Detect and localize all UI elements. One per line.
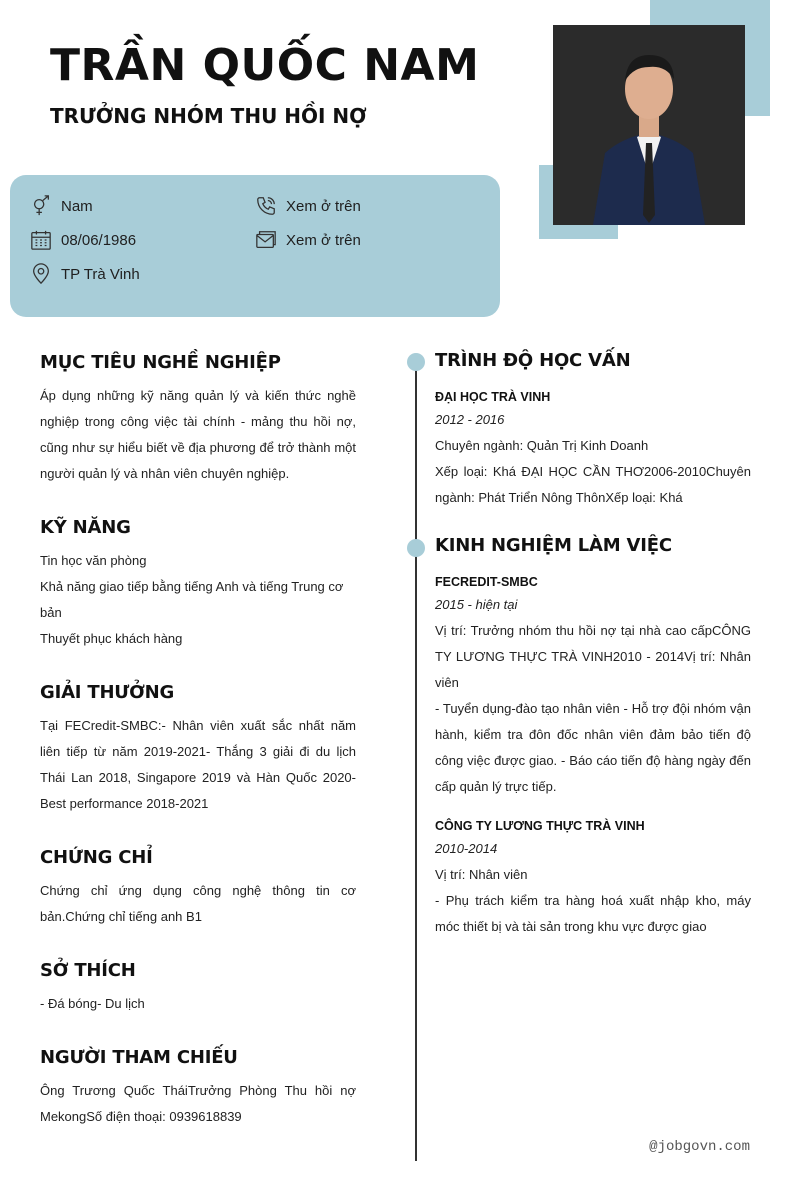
- experience-timeline-dot: [407, 539, 425, 557]
- gender-icon: [30, 195, 52, 217]
- certificates-section: [40, 847, 356, 930]
- job-role: Vị trí: Trưởng nhóm thu hồi nợ tại nhà cao cấpCÔNG TY LƯƠNG THỰC TRÀ VINH2010 - 2014Vị trí: Nhân viên: [435, 623, 751, 690]
- skills-section: [40, 517, 356, 652]
- school-name: ĐẠI HỌC TRÀ VINH: [435, 390, 551, 404]
- contact-info-box: [10, 175, 500, 317]
- hobbies-text: - Đá bóng- Du lịch: [40, 996, 145, 1011]
- birthdate-text: 08/06/1986: [61, 231, 137, 249]
- skill-item: Khả năng giao tiếp bằng tiếng Anh và tiếng Trung cơ bản: [40, 579, 344, 620]
- certificates-text: Chứng chỉ ứng dụng công nghệ thông tin cơ bản.Chứng chỉ tiếng anh B1: [40, 883, 356, 924]
- contact-gender: [30, 195, 93, 217]
- candidate-name: TRẦN QUỐC NAM: [50, 40, 480, 91]
- awards-title: GIẢI THƯỞNG: [40, 682, 175, 703]
- education-section: [435, 350, 751, 511]
- job-period: 2015 - hiện tại: [435, 597, 518, 612]
- gender-text: Nam: [61, 197, 93, 215]
- skill-item: Thuyết phục khách hàng: [40, 631, 183, 646]
- company-name: FECREDIT-SMBC: [435, 575, 538, 589]
- references-section: [40, 1047, 356, 1130]
- contact-birthdate: [30, 229, 136, 251]
- skill-item: Tin học văn phòng: [40, 553, 147, 568]
- experience-entry: [435, 816, 751, 940]
- experience-title: KINH NGHIỆM LÀM VIỆC: [435, 535, 672, 556]
- references-title: NGƯỜI THAM CHIẾU: [40, 1047, 238, 1068]
- job-description: - Phụ trách kiểm tra hàng hoá xuất nhập kho, máy móc thiết bị và tài sản trong khu vực được giao: [435, 893, 751, 934]
- education-details: Xếp loại: Khá ĐẠI HỌC CẦN THƠ2006-2010Chuyên ngành: Phát Triển Nông ThônXếp loại: Khá: [435, 464, 751, 505]
- objective-title: MỤC TIÊU NGHỀ NGHIỆP: [40, 352, 281, 373]
- awards-text: Tại FECredit-SMBC:- Nhân viên xuất sắc nhất năm liên tiếp từ năm 2019-2021- Thắng 3 giải đi du lịch Thái Lan 2018, Singapore 2019 và Hàn Quốc 2020- Best performance 2018-2021: [40, 718, 356, 811]
- column-divider: [415, 361, 417, 1161]
- education-entry: [435, 387, 751, 511]
- awards-section: [40, 682, 356, 817]
- email-text: Xem ở trên: [286, 231, 361, 249]
- contact-email: [255, 229, 361, 251]
- calendar-icon: [30, 229, 52, 251]
- hobbies-title: SỞ THÍCH: [40, 960, 136, 981]
- phone-text: Xem ở trên: [286, 197, 361, 215]
- location-pin-icon: [30, 263, 52, 285]
- education-title: TRÌNH ĐỘ HỌC VẤN: [435, 350, 631, 371]
- job-role: Vị trí: Nhân viên: [435, 867, 528, 882]
- skills-list: [40, 548, 356, 652]
- education-period: 2012 - 2016: [435, 412, 505, 427]
- certificates-title: CHỨNG CHỈ: [40, 847, 153, 868]
- company-name: CÔNG TY LƯƠNG THỰC TRÀ VINH: [435, 819, 645, 833]
- education-major: Chuyên ngành: Quản Trị Kinh Doanh: [435, 438, 649, 453]
- job-period: 2010-2014: [435, 841, 498, 856]
- email-icon: [255, 229, 277, 251]
- contact-phone: [255, 195, 361, 217]
- references-text: Ông Trương Quốc TháiTrưởng Phòng Thu hồi nợ MekongSố điện thoại: 0939618839: [40, 1083, 356, 1124]
- left-column: [40, 352, 356, 1160]
- objective-text: Áp dụng những kỹ năng quản lý và kiến thức nghề nghiệp trong công việc tài chính - mảng thu hồi nợ, cũng như sự hiểu biết về địa phương để trở thành một người quản lý và nhân viên chuyên nghiệp.: [40, 388, 356, 481]
- job-title: TRƯỞNG NHÓM THU HỒI NỢ: [50, 104, 367, 128]
- watermark: @jobgovn.com: [649, 1139, 750, 1155]
- skills-title: KỸ NĂNG: [40, 517, 131, 538]
- phone-icon: [255, 195, 277, 217]
- profile-photo: [553, 25, 745, 225]
- experience-entry: [435, 572, 751, 800]
- job-description: - Tuyển dụng-đào tạo nhân viên - Hỗ trợ đội nhóm vận hành, kiểm tra đôn đốc nhân viên đảm bảo tiến độ công việc được giao. - Báo cáo tiến độ hàng ngày đến cấp quản lý trực tiếp.: [435, 701, 751, 794]
- location-text: TP Trà Vinh: [61, 265, 140, 283]
- right-column: [435, 350, 751, 964]
- contact-location: [30, 263, 140, 285]
- hobbies-section: [40, 960, 356, 1017]
- experience-section: [435, 535, 751, 940]
- objective-section: [40, 352, 356, 487]
- education-timeline-dot: [407, 353, 425, 371]
